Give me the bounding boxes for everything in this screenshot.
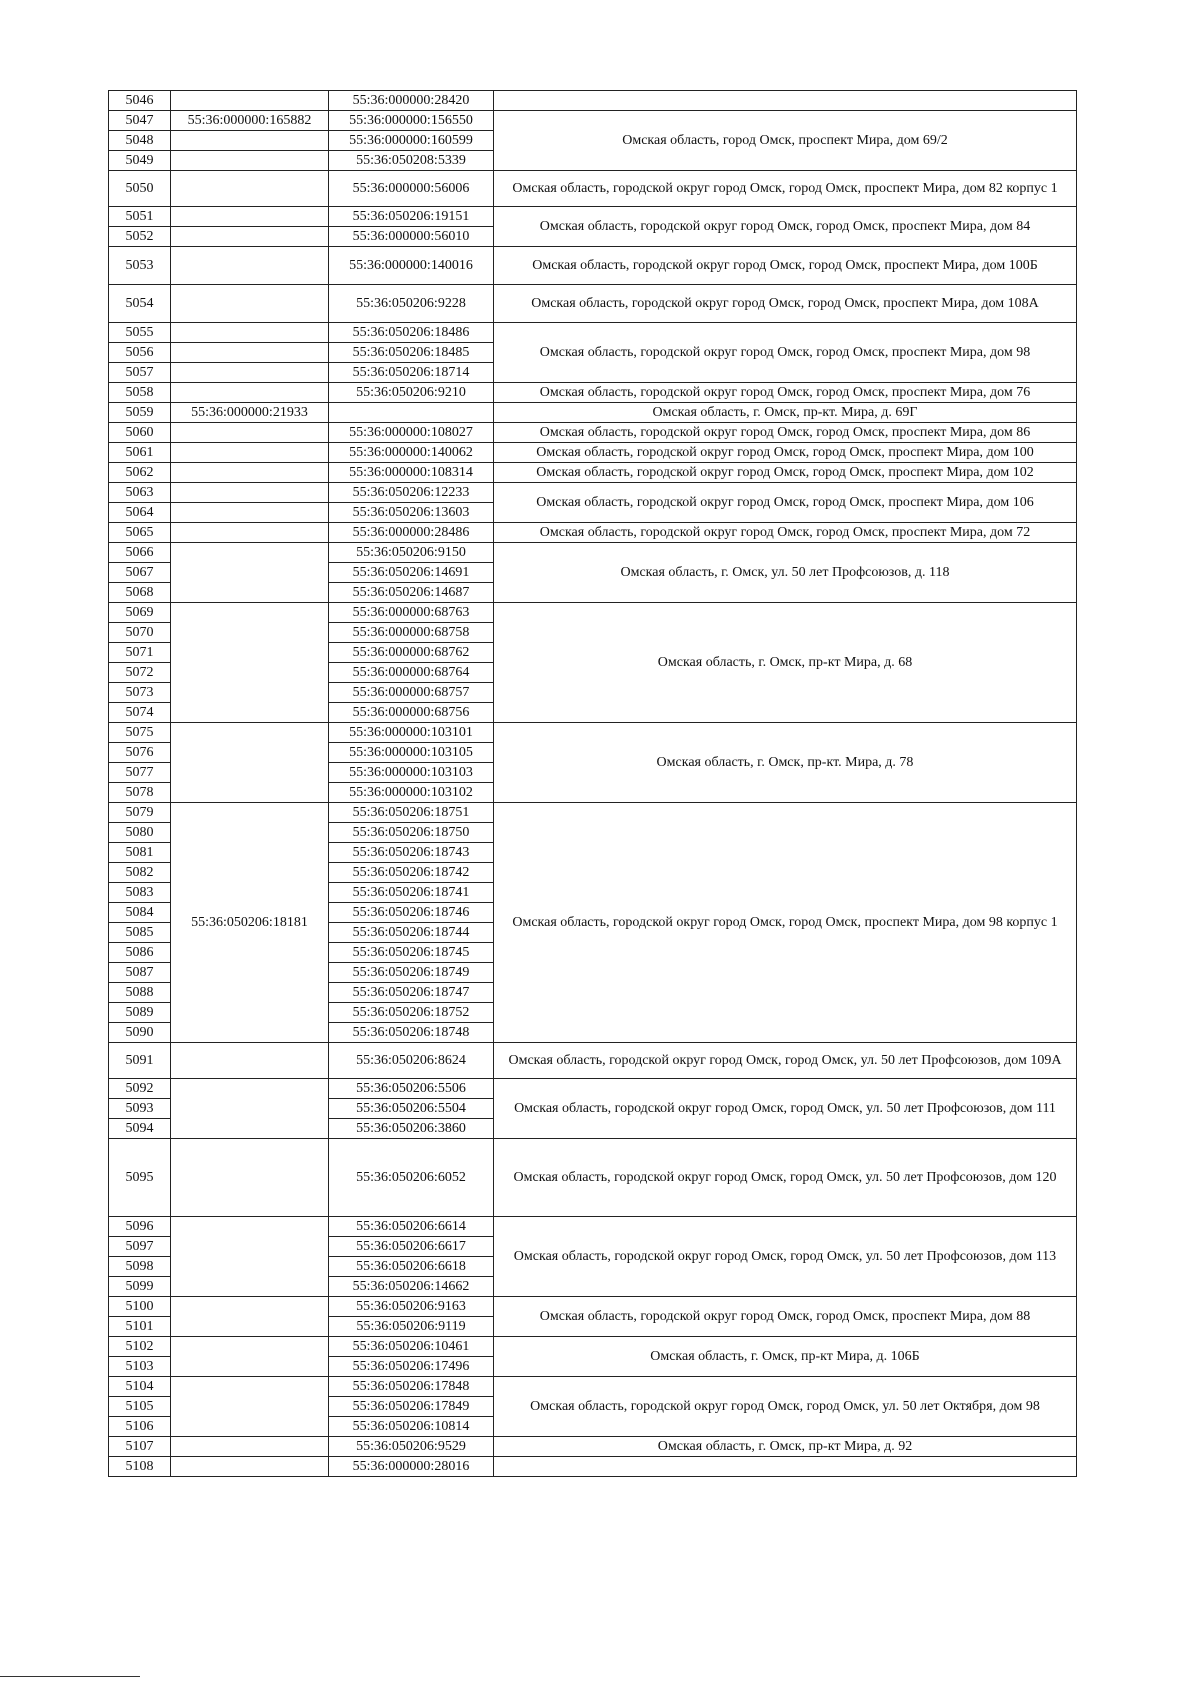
table-row <box>109 723 1077 743</box>
cadastral-number: 55:36:050206:6617 <box>329 1237 494 1257</box>
row-number: 5095 <box>109 1139 171 1217</box>
parent-cadastral-number <box>171 227 329 247</box>
row-number: 5099 <box>109 1277 171 1297</box>
address: Омская область, городской округ город Омск, город Омск, проспект Мира, дом 84 <box>494 207 1077 247</box>
address: Омская область, городской округ город Омск, город Омск, ул. 50 лет Профсоюзов, дом 120 <box>494 1139 1077 1217</box>
parent-cadastral-number <box>171 1217 329 1297</box>
cadastral-number: 55:36:050206:17496 <box>329 1357 494 1377</box>
cadastral-number: 55:36:050206:18486 <box>329 323 494 343</box>
address: Омская область, г. Омск, пр-кт. Мира, д. 78 <box>494 723 1077 803</box>
cadastral-number: 55:36:000000:108314 <box>329 463 494 483</box>
cadastral-number: 55:36:050206:18485 <box>329 343 494 363</box>
row-number: 5047 <box>109 111 171 131</box>
cadastral-number: 55:36:000000:28420 <box>329 91 494 111</box>
row-number: 5051 <box>109 207 171 227</box>
cadastral-number: 55:36:050206:6614 <box>329 1217 494 1237</box>
cadastral-number: 55:36:000000:156550 <box>329 111 494 131</box>
parent-cadastral-number <box>171 503 329 523</box>
table-row <box>109 91 1077 111</box>
row-number: 5084 <box>109 903 171 923</box>
cadastral-number: 55:36:000000:68763 <box>329 603 494 623</box>
cadastral-number: 55:36:000000:103103 <box>329 763 494 783</box>
row-number: 5066 <box>109 543 171 563</box>
cadastral-number: 55:36:050206:18749 <box>329 963 494 983</box>
parent-cadastral-number <box>171 131 329 151</box>
address: Омская область, городской округ город Омск, город Омск, проспект Мира, дом 82 корпус 1 <box>494 171 1077 207</box>
parent-cadastral-number <box>171 463 329 483</box>
row-number: 5059 <box>109 403 171 423</box>
parent-cadastral-number <box>171 423 329 443</box>
address: Омская область, городской округ город Омск, город Омск, проспект Мира, дом 100 <box>494 443 1077 463</box>
row-number: 5091 <box>109 1043 171 1079</box>
parent-cadastral-number <box>171 443 329 463</box>
parent-cadastral-number: 55:36:000000:21933 <box>171 403 329 423</box>
row-number: 5072 <box>109 663 171 683</box>
row-number: 5103 <box>109 1357 171 1377</box>
parent-cadastral-number <box>171 207 329 227</box>
cadastral-number: 55:36:000000:68756 <box>329 703 494 723</box>
row-number: 5075 <box>109 723 171 743</box>
table-row <box>109 523 1077 543</box>
cadastral-number: 55:36:050206:9210 <box>329 383 494 403</box>
cadastral-number: 55:36:000000:160599 <box>329 131 494 151</box>
row-number: 5077 <box>109 763 171 783</box>
address: Омская область, городской округ город Омск, город Омск, проспект Мира, дом 72 <box>494 523 1077 543</box>
parent-cadastral-number <box>171 343 329 363</box>
row-number: 5090 <box>109 1023 171 1043</box>
cadastral-number: 55:36:050206:10814 <box>329 1417 494 1437</box>
cadastral-number: 55:36:050206:18751 <box>329 803 494 823</box>
row-number: 5062 <box>109 463 171 483</box>
cadastral-number: 55:36:050206:12233 <box>329 483 494 503</box>
cadastral-number: 55:36:050206:5504 <box>329 1099 494 1119</box>
row-number: 5104 <box>109 1377 171 1397</box>
cadastral-number: 55:36:050206:18745 <box>329 943 494 963</box>
cadastral-number: 55:36:050206:14662 <box>329 1277 494 1297</box>
row-number: 5048 <box>109 131 171 151</box>
row-number: 5105 <box>109 1397 171 1417</box>
address: Омская область, городской округ город Омск, город Омск, проспект Мира, дом 98 <box>494 323 1077 383</box>
row-number: 5102 <box>109 1337 171 1357</box>
cadastral-number <box>329 403 494 423</box>
parent-cadastral-number <box>171 523 329 543</box>
row-number: 5083 <box>109 883 171 903</box>
table-row <box>109 803 1077 823</box>
parent-cadastral-number <box>171 171 329 207</box>
row-number: 5069 <box>109 603 171 623</box>
row-number: 5061 <box>109 443 171 463</box>
row-number: 5049 <box>109 151 171 171</box>
table-row <box>109 483 1077 503</box>
parent-cadastral-number <box>171 285 329 323</box>
cadastral-number: 55:36:000000:68758 <box>329 623 494 643</box>
cadastral-number: 55:36:050206:18747 <box>329 983 494 1003</box>
row-number: 5057 <box>109 363 171 383</box>
table-row <box>109 111 1077 131</box>
parent-cadastral-number <box>171 1297 329 1337</box>
row-number: 5068 <box>109 583 171 603</box>
footer-rule <box>0 1676 140 1677</box>
table-row <box>109 1139 1077 1217</box>
row-number: 5073 <box>109 683 171 703</box>
parent-cadastral-number <box>171 1139 329 1217</box>
table-row <box>109 1297 1077 1317</box>
cadastral-number: 55:36:050206:18742 <box>329 863 494 883</box>
table-row <box>109 207 1077 227</box>
address: Омская область, г. Омск, пр-кт Мира, д. 92 <box>494 1437 1077 1457</box>
cadastral-number: 55:36:050206:6618 <box>329 1257 494 1277</box>
cadastral-number: 55:36:050206:17848 <box>329 1377 494 1397</box>
parent-cadastral-number <box>171 483 329 503</box>
row-number: 5046 <box>109 91 171 111</box>
parent-cadastral-number <box>171 91 329 111</box>
row-number: 5081 <box>109 843 171 863</box>
cadastral-number: 55:36:000000:68762 <box>329 643 494 663</box>
address: Омская область, городской округ город Омск, город Омск, проспект Мира, дом 108А <box>494 285 1077 323</box>
table-row <box>109 1043 1077 1079</box>
address: Омская область, городской округ город Омск, город Омск, ул. 50 лет Профсоюзов, дом 111 <box>494 1079 1077 1139</box>
table-row <box>109 423 1077 443</box>
row-number: 5064 <box>109 503 171 523</box>
row-number: 5054 <box>109 285 171 323</box>
row-number: 5100 <box>109 1297 171 1317</box>
table-row <box>109 383 1077 403</box>
address: Омская область, городской округ город Омск, город Омск, проспект Мира, дом 86 <box>494 423 1077 443</box>
row-number: 5065 <box>109 523 171 543</box>
parent-cadastral-number: 55:36:050206:18181 <box>171 803 329 1043</box>
row-number: 5053 <box>109 247 171 285</box>
row-number: 5063 <box>109 483 171 503</box>
table-row <box>109 1377 1077 1397</box>
cadastral-number: 55:36:000000:103105 <box>329 743 494 763</box>
cadastral-number: 55:36:000000:140062 <box>329 443 494 463</box>
table-row <box>109 543 1077 563</box>
cadastral-number: 55:36:050206:18746 <box>329 903 494 923</box>
address: Омская область, городской округ город Омск, город Омск, проспект Мира, дом 88 <box>494 1297 1077 1337</box>
cadastral-number: 55:36:050206:18752 <box>329 1003 494 1023</box>
address: Омская область, городской округ город Омск, город Омск, ул. 50 лет Профсоюзов, дом 113 <box>494 1217 1077 1297</box>
row-number: 5050 <box>109 171 171 207</box>
cadastral-number: 55:36:000000:68757 <box>329 683 494 703</box>
cadastral-number: 55:36:050208:5339 <box>329 151 494 171</box>
cadastral-number: 55:36:000000:56010 <box>329 227 494 247</box>
row-number: 5108 <box>109 1457 171 1477</box>
address: Омская область, городской округ город Омск, город Омск, проспект Мира, дом 98 корпус 1 <box>494 803 1077 1043</box>
row-number: 5060 <box>109 423 171 443</box>
parent-cadastral-number <box>171 1043 329 1079</box>
row-number: 5071 <box>109 643 171 663</box>
table-row <box>109 171 1077 207</box>
cadastral-number: 55:36:050206:6052 <box>329 1139 494 1217</box>
cadastral-number: 55:36:050206:14687 <box>329 583 494 603</box>
cadastral-number: 55:36:000000:56006 <box>329 171 494 207</box>
parent-cadastral-number <box>171 1337 329 1377</box>
cadastral-number: 55:36:000000:103102 <box>329 783 494 803</box>
row-number: 5097 <box>109 1237 171 1257</box>
row-number: 5101 <box>109 1317 171 1337</box>
row-number: 5080 <box>109 823 171 843</box>
row-number: 5092 <box>109 1079 171 1099</box>
row-number: 5088 <box>109 983 171 1003</box>
table-row <box>109 603 1077 623</box>
table-row <box>109 247 1077 285</box>
parent-cadastral-number: 55:36:000000:165882 <box>171 111 329 131</box>
parent-cadastral-number <box>171 1377 329 1437</box>
parent-cadastral-number <box>171 363 329 383</box>
cadastral-number: 55:36:050206:5506 <box>329 1079 494 1099</box>
address: Омская область, г. Омск, пр-кт Мира, д. 68 <box>494 603 1077 723</box>
cadastral-number: 55:36:000000:68764 <box>329 663 494 683</box>
parent-cadastral-number <box>171 383 329 403</box>
row-number: 5079 <box>109 803 171 823</box>
cadastral-number: 55:36:050206:9163 <box>329 1297 494 1317</box>
table-row <box>109 1217 1077 1237</box>
table-row <box>109 403 1077 423</box>
register-table-body <box>109 91 1077 1477</box>
row-number: 5078 <box>109 783 171 803</box>
table-row <box>109 1457 1077 1477</box>
row-number: 5055 <box>109 323 171 343</box>
row-number: 5098 <box>109 1257 171 1277</box>
cadastral-number: 55:36:050206:13603 <box>329 503 494 523</box>
row-number: 5107 <box>109 1437 171 1457</box>
cadastral-number: 55:36:050206:18714 <box>329 363 494 383</box>
address: Омская область, городской округ город Омск, город Омск, ул. 50 лет Октября, дом 98 <box>494 1377 1077 1437</box>
cadastral-number: 55:36:050206:19151 <box>329 207 494 227</box>
row-number: 5076 <box>109 743 171 763</box>
cadastral-number: 55:36:050206:9228 <box>329 285 494 323</box>
cadastral-number: 55:36:000000:103101 <box>329 723 494 743</box>
address: Омская область, городской округ город Омск, город Омск, проспект Мира, дом 102 <box>494 463 1077 483</box>
row-number: 5086 <box>109 943 171 963</box>
cadastral-number: 55:36:000000:28016 <box>329 1457 494 1477</box>
address <box>494 91 1077 111</box>
row-number: 5056 <box>109 343 171 363</box>
row-number: 5106 <box>109 1417 171 1437</box>
table-row <box>109 443 1077 463</box>
cadastral-number: 55:36:050206:14691 <box>329 563 494 583</box>
address: Омская область, г. Омск, пр-кт. Мира, д. 69Г <box>494 403 1077 423</box>
row-number: 5074 <box>109 703 171 723</box>
register-table <box>108 90 1077 1477</box>
cadastral-number: 55:36:000000:28486 <box>329 523 494 543</box>
cadastral-number: 55:36:050206:9119 <box>329 1317 494 1337</box>
cadastral-number: 55:36:050206:17849 <box>329 1397 494 1417</box>
cadastral-number: 55:36:000000:108027 <box>329 423 494 443</box>
parent-cadastral-number <box>171 151 329 171</box>
row-number: 5085 <box>109 923 171 943</box>
parent-cadastral-number <box>171 603 329 723</box>
parent-cadastral-number <box>171 543 329 603</box>
row-number: 5070 <box>109 623 171 643</box>
parent-cadastral-number <box>171 323 329 343</box>
parent-cadastral-number <box>171 247 329 285</box>
cadastral-number: 55:36:050206:9150 <box>329 543 494 563</box>
table-row <box>109 285 1077 323</box>
table-row <box>109 463 1077 483</box>
parent-cadastral-number <box>171 1457 329 1477</box>
parent-cadastral-number <box>171 723 329 803</box>
cadastral-number: 55:36:050206:8624 <box>329 1043 494 1079</box>
cadastral-number: 55:36:000000:140016 <box>329 247 494 285</box>
table-row <box>109 1337 1077 1357</box>
cadastral-number: 55:36:050206:18748 <box>329 1023 494 1043</box>
address: Омская область, городской округ город Омск, город Омск, ул. 50 лет Профсоюзов, дом 109А <box>494 1043 1077 1079</box>
table-row <box>109 1437 1077 1457</box>
table-row <box>109 1079 1077 1099</box>
parent-cadastral-number <box>171 1437 329 1457</box>
cadastral-number: 55:36:050206:3860 <box>329 1119 494 1139</box>
address: Омская область, городской округ город Омск, город Омск, проспект Мира, дом 76 <box>494 383 1077 403</box>
row-number: 5094 <box>109 1119 171 1139</box>
address: Омская область, городской округ город Омск, город Омск, проспект Мира, дом 100Б <box>494 247 1077 285</box>
cadastral-number: 55:36:050206:18750 <box>329 823 494 843</box>
address: Омская область, г. Омск, ул. 50 лет Профсоюзов, д. 118 <box>494 543 1077 603</box>
cadastral-number: 55:36:050206:18743 <box>329 843 494 863</box>
row-number: 5093 <box>109 1099 171 1119</box>
row-number: 5058 <box>109 383 171 403</box>
address <box>494 1457 1077 1477</box>
cadastral-number: 55:36:050206:9529 <box>329 1437 494 1457</box>
table-row <box>109 323 1077 343</box>
row-number: 5052 <box>109 227 171 247</box>
cadastral-number: 55:36:050206:10461 <box>329 1337 494 1357</box>
cadastral-number: 55:36:050206:18741 <box>329 883 494 903</box>
row-number: 5067 <box>109 563 171 583</box>
row-number: 5082 <box>109 863 171 883</box>
row-number: 5096 <box>109 1217 171 1237</box>
parent-cadastral-number <box>171 1079 329 1139</box>
address: Омская область, город Омск, проспект Мира, дом 69/2 <box>494 111 1077 171</box>
address: Омская область, городской округ город Омск, город Омск, проспект Мира, дом 106 <box>494 483 1077 523</box>
cadastral-number: 55:36:050206:18744 <box>329 923 494 943</box>
address: Омская область, г. Омск, пр-кт Мира, д. 106Б <box>494 1337 1077 1377</box>
row-number: 5089 <box>109 1003 171 1023</box>
row-number: 5087 <box>109 963 171 983</box>
